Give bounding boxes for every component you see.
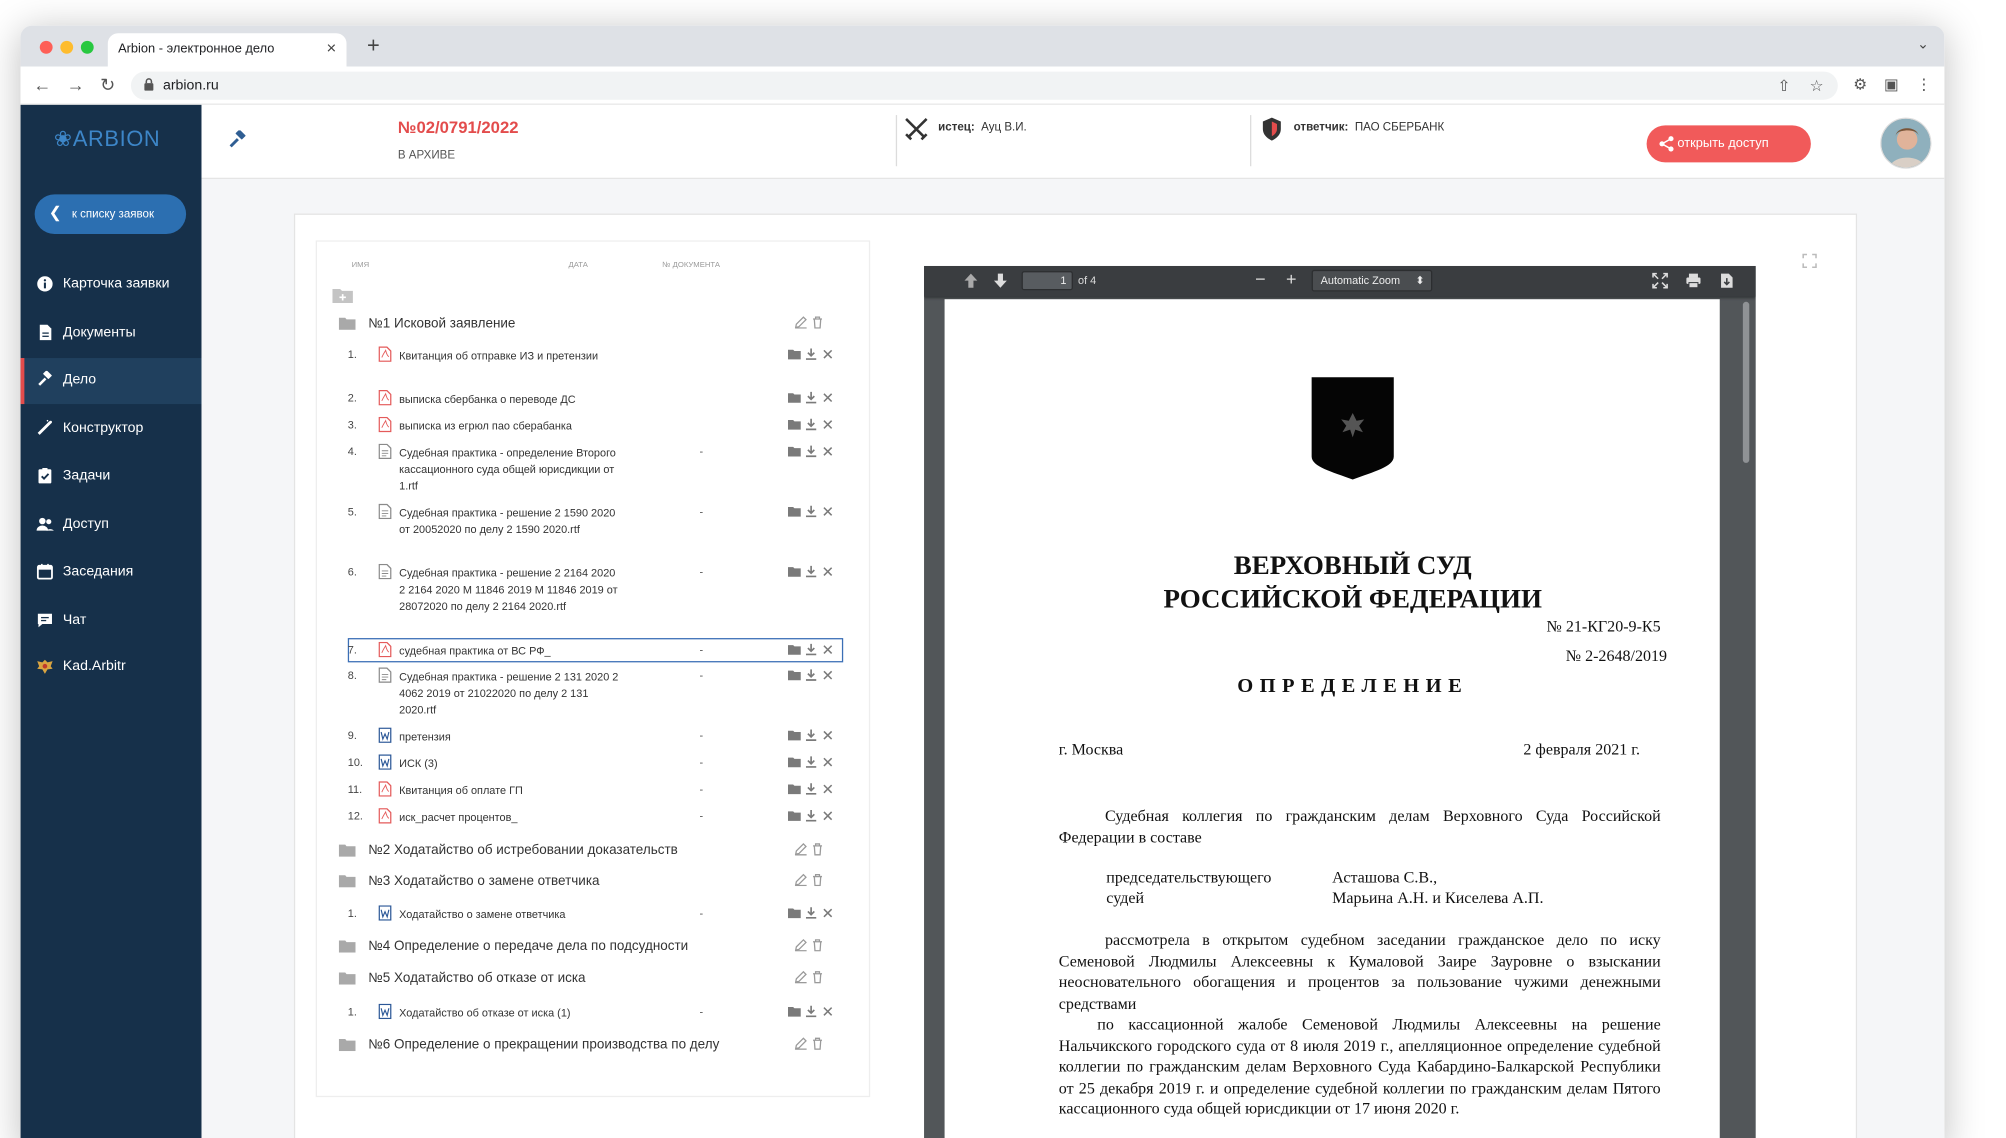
file-actions xyxy=(788,418,838,441)
defendant-label: ответчик: xyxy=(1293,120,1349,133)
close-icon[interactable] xyxy=(821,565,834,578)
file-number: 4. xyxy=(347,444,357,458)
pdf-file-icon xyxy=(379,390,392,405)
file-name[interactable]: Ходатайство об отказе от иска (1) xyxy=(399,1006,571,1020)
extensions-icon[interactable]: ⚙ xyxy=(1853,75,1868,94)
download-icon[interactable] xyxy=(805,729,818,742)
folder-label: №1 Исковой заявление xyxy=(368,315,516,332)
file-name[interactable]: Судебная практика - решение 2 1590 2020 от 20052020 по делу 2 1590 2020.rtf xyxy=(399,506,616,536)
tab-close-icon[interactable]: × xyxy=(326,38,337,58)
back-to-list-button[interactable] xyxy=(35,194,186,234)
column-header-doc-number[interactable]: № ДОКУМЕНТА xyxy=(662,262,721,270)
text-file-icon xyxy=(379,444,392,459)
file-date: - xyxy=(699,1005,704,1018)
sidebar-item-meetings[interactable] xyxy=(21,550,202,596)
trash-icon[interactable] xyxy=(811,316,824,329)
close-icon[interactable] xyxy=(821,505,834,518)
word-file-icon xyxy=(379,754,392,769)
folder-label: №5 Ходатайство об отказе от иска xyxy=(368,970,586,986)
forward-icon[interactable]: → xyxy=(66,74,85,95)
text-file-icon xyxy=(379,504,392,519)
download-icon[interactable] xyxy=(805,418,818,431)
sidebar-item-case[interactable] xyxy=(21,358,202,404)
file-number: 6. xyxy=(347,565,357,578)
file-number: 5. xyxy=(347,505,357,518)
crossed-swords-icon xyxy=(904,116,930,142)
file-number: 2. xyxy=(347,391,357,405)
document-date: 2 февраля 2021 г. xyxy=(1523,740,1641,759)
pdf-page xyxy=(945,299,1720,1138)
sidebar-item-label: Карточка заявки xyxy=(62,276,170,292)
reload-icon[interactable]: ↻ xyxy=(100,74,116,95)
eagle-emblem-icon xyxy=(36,657,54,675)
pdf-file-icon xyxy=(379,781,392,796)
judge-name-1: Асташова С.В., xyxy=(1332,868,1438,887)
column-header-date[interactable]: ДАТА xyxy=(568,262,588,270)
download-icon[interactable] xyxy=(805,907,818,920)
file-name[interactable]: Квитанция об отправке ИЗ и претензии xyxy=(399,349,599,362)
text-file-icon xyxy=(379,564,392,579)
download-icon[interactable] xyxy=(805,505,818,518)
close-icon[interactable] xyxy=(821,418,834,431)
case-status: В АРХИВЕ xyxy=(397,148,456,162)
folder-actions xyxy=(794,1037,827,1060)
plaintiff-info xyxy=(938,120,1027,133)
share-icon xyxy=(1658,136,1675,153)
file-actions xyxy=(788,809,838,832)
sidebar-item-chat[interactable] xyxy=(21,598,202,644)
tab-title: Arbion - электронное дело xyxy=(118,42,275,57)
case-number-2: № 2-2648/2019 xyxy=(1565,647,1668,665)
file-actions xyxy=(788,348,838,371)
close-icon[interactable] xyxy=(821,809,834,822)
close-icon[interactable] xyxy=(821,756,834,769)
bookmark-star-icon[interactable]: ☆ xyxy=(1809,76,1824,95)
download-icon[interactable] xyxy=(805,565,818,578)
folder-icon xyxy=(339,972,356,985)
sidebar-item-label: Конструктор xyxy=(62,420,144,437)
main-content xyxy=(201,179,1944,1138)
file-date: - xyxy=(699,809,704,823)
case-number: №02/0791/2022 xyxy=(397,117,519,137)
file-actions xyxy=(788,445,838,468)
back-to-list-label: к списку заявок xyxy=(71,207,155,220)
close-icon[interactable] xyxy=(821,348,834,361)
file-date: - xyxy=(699,668,704,682)
close-icon[interactable] xyxy=(821,643,834,656)
shield-icon xyxy=(1259,116,1285,142)
download-icon[interactable] xyxy=(805,783,818,796)
folder-actions xyxy=(794,971,827,994)
edit-pencil-icon[interactable] xyxy=(794,1037,807,1050)
folder-label: №2 Ходатайство об истребовании доказательств xyxy=(368,842,678,859)
sidebar-item-label: Доступ xyxy=(62,516,109,532)
download-icon[interactable] xyxy=(805,391,818,404)
edit-pencil-icon[interactable] xyxy=(794,843,807,856)
browser-tab[interactable] xyxy=(108,33,347,66)
file-number: 7. xyxy=(347,643,357,656)
file-date: - xyxy=(699,906,704,920)
move-to-folder-icon[interactable] xyxy=(788,445,801,458)
expand-icon[interactable] xyxy=(1802,253,1817,268)
file-number: 12. xyxy=(347,809,363,823)
print-icon[interactable] xyxy=(1685,272,1702,289)
file-actions xyxy=(788,756,838,779)
chat-icon xyxy=(36,611,54,629)
word-file-icon xyxy=(379,1004,392,1019)
file-number: 3. xyxy=(347,418,357,431)
next-page-icon[interactable] xyxy=(992,272,1009,289)
trash-icon[interactable] xyxy=(811,1037,824,1050)
download-icon[interactable] xyxy=(805,445,818,458)
maximize-window-button[interactable] xyxy=(81,41,94,54)
lock-icon xyxy=(144,78,154,91)
sidebar-item-label: Документы xyxy=(62,324,136,341)
coat-of-arms-image xyxy=(1309,375,1396,480)
close-icon[interactable] xyxy=(821,391,834,404)
document-paragraph: по кассационной жалобе Семеновой Людмилы Алексеевны на решение Нальчикского городского суда от 8 июля 2019 г., апелляционное определение судебной коллегии по гражданским делам Верховного Суда Кабардино-Балкарской Республики от 25 декабря 2019 г. и определение судебной коллегии по гражданским делам Пятого кассационного суда общей юрисдикции от 17 июня 2020 г. xyxy=(1058,1015,1661,1118)
file-date: - xyxy=(699,755,704,769)
folder-icon xyxy=(339,875,356,888)
folder-actions xyxy=(794,873,827,896)
calendar-icon xyxy=(36,563,54,581)
file-name[interactable]: ИСК (3) xyxy=(399,756,438,770)
download-icon[interactable] xyxy=(805,809,818,822)
pdf-file-icon xyxy=(379,417,392,432)
file-actions xyxy=(788,505,838,528)
document-paragraph: рассмотрела в открытом судебном заседании гражданское дело по иску Семеновой Людмилы Алексеевны к Кумаловой Заире Зауровне о взыскании неосновательного обогащения и процентов за пользование чужими денежными средствами xyxy=(1058,930,1661,1013)
sidebar-item-kad-arbitr[interactable] xyxy=(21,644,202,690)
folder-icon xyxy=(339,317,356,330)
folder-label: №6 Определение о прекращении производства по делу xyxy=(368,1037,720,1053)
file-name[interactable]: выписка из егрюл пао сберабанка xyxy=(399,419,572,433)
file-name[interactable]: выписка сбербанка о переводе ДС xyxy=(399,392,576,406)
file-number: 10. xyxy=(347,755,363,769)
logo-text: ARBION xyxy=(72,126,161,151)
trash-icon[interactable] xyxy=(811,873,824,886)
open-access-label: открыть доступ xyxy=(1677,136,1769,151)
move-to-folder-icon[interactable] xyxy=(788,729,801,742)
address-bar[interactable] xyxy=(131,72,1838,100)
user-photo-icon xyxy=(1881,119,1931,169)
zoom-value: Automatic Zoom xyxy=(1320,273,1401,287)
file-name[interactable]: Ходатайство о замене ответчика xyxy=(399,907,566,921)
app-sidebar xyxy=(21,105,202,1138)
document-city: г. Москва xyxy=(1058,740,1124,759)
case-number-1: № 21-КГ20-9-К5 xyxy=(1546,617,1661,636)
page-total: of 4 xyxy=(1078,273,1097,287)
file-actions xyxy=(788,643,838,666)
folder-actions xyxy=(794,939,827,962)
presentation-mode-icon[interactable] xyxy=(1652,272,1669,289)
zoom-caret: ⬍ xyxy=(1415,273,1425,287)
move-to-folder-icon[interactable] xyxy=(788,809,801,822)
edit-pencil-icon[interactable] xyxy=(794,971,807,984)
previous-page-icon[interactable] xyxy=(963,272,980,289)
browser-toolbar xyxy=(21,66,1945,104)
document-title: ОПРЕДЕЛЕНИЕ xyxy=(1237,675,1469,697)
document-icon xyxy=(36,324,54,342)
edit-pencil-icon[interactable] xyxy=(794,873,807,886)
menu-dots-icon[interactable]: ⋮ xyxy=(1916,75,1932,94)
court-name-line1: ВЕРХОВНЫЙ СУД xyxy=(1233,549,1472,581)
move-to-folder-icon[interactable] xyxy=(788,643,801,656)
pdf-toolbar xyxy=(924,266,1756,297)
close-icon[interactable] xyxy=(821,729,834,742)
move-to-folder-icon[interactable] xyxy=(788,1005,801,1018)
judge-role-1: председательствующего xyxy=(1106,868,1272,887)
task-check-icon xyxy=(36,467,54,485)
folder-icon xyxy=(339,1038,356,1051)
folder-label: №3 Ходатайство о замене ответчика xyxy=(368,873,600,889)
document-paragraph: Судебная коллегия по гражданским делам Верховного Суда Российской Федерации в составе xyxy=(1058,806,1661,846)
file-name[interactable]: Квитанция об оплате ГП xyxy=(399,783,523,797)
move-to-folder-icon[interactable] xyxy=(788,505,801,518)
sidebar-item-card[interactable] xyxy=(21,262,202,308)
gavel-icon xyxy=(36,371,54,389)
header-divider xyxy=(896,115,897,166)
move-to-folder-icon[interactable] xyxy=(788,391,801,404)
judge-name-2: Марьина А.Н. и Киселева А.П. xyxy=(1332,888,1544,907)
page-number-input[interactable]: 1 xyxy=(1022,271,1073,290)
folder-label: №4 Определение о передаче дела по подсудности xyxy=(368,938,689,954)
close-window-button[interactable] xyxy=(40,41,53,54)
case-card xyxy=(294,214,1857,1138)
file-actions xyxy=(788,391,838,414)
plaintiff-label: истец: xyxy=(938,120,975,133)
url-text: arbion.ru xyxy=(162,78,219,94)
gavel-icon xyxy=(227,130,248,150)
document-tree-panel xyxy=(316,240,870,1097)
file-name[interactable]: Судебная практика - определение Второго кассационного суда общей юрисдикции от 1.rtf xyxy=(399,446,616,493)
sidebar-item-documents[interactable] xyxy=(21,311,202,357)
download-icon[interactable] xyxy=(805,348,818,361)
file-actions xyxy=(788,565,838,588)
sidebar-item-label: Kad.Arbitr xyxy=(62,658,126,674)
file-actions xyxy=(788,669,838,692)
close-icon[interactable] xyxy=(821,783,834,796)
browser-tab-bar xyxy=(21,26,1945,67)
trash-icon[interactable] xyxy=(811,843,824,856)
file-date: - xyxy=(699,728,704,742)
file-name[interactable]: судебная практика от ВС РФ_ xyxy=(399,644,551,658)
file-number: 8. xyxy=(347,668,357,682)
file-name[interactable]: Судебная практика - решение 2 2164 2020 2 2164 2020 М 11846 2019 М 11846 2019 от 28072020 по делу 2 2164 2020.rtf xyxy=(399,566,618,613)
file-number: 1. xyxy=(347,347,357,361)
pdf-viewer xyxy=(924,266,1756,1138)
file-name[interactable]: иск_расчет процентов_ xyxy=(399,810,518,824)
sidebar-item-label: Задачи xyxy=(62,468,111,484)
close-icon[interactable] xyxy=(821,445,834,458)
move-to-folder-icon[interactable] xyxy=(788,783,801,796)
download-icon[interactable] xyxy=(805,643,818,656)
folder-actions xyxy=(794,316,827,339)
file-actions xyxy=(788,783,838,806)
new-tab-button[interactable]: + xyxy=(367,33,380,58)
header-divider xyxy=(1250,115,1251,166)
move-to-folder-icon[interactable] xyxy=(788,348,801,361)
file-actions xyxy=(788,729,838,752)
back-icon[interactable]: ← xyxy=(33,74,52,95)
file-number: 1. xyxy=(347,1005,357,1018)
sidebar-item-tasks[interactable] xyxy=(21,454,202,500)
file-name[interactable]: претензия xyxy=(399,730,451,743)
edit-pencil-icon[interactable] xyxy=(794,316,807,329)
open-access-button[interactable] xyxy=(1647,125,1811,162)
chevron-left-icon: ❮ xyxy=(48,203,62,222)
folder-actions xyxy=(794,843,827,866)
court-name-line2: РОССИЙСКОЙ ФЕДЕРАЦИИ xyxy=(1163,583,1542,614)
sidebar-item-label: Чат xyxy=(62,612,87,628)
zoom-select[interactable] xyxy=(1312,270,1433,292)
browser-window xyxy=(21,26,1945,1138)
file-actions xyxy=(788,907,838,930)
trash-icon[interactable] xyxy=(811,939,824,952)
trash-icon[interactable] xyxy=(811,971,824,984)
move-to-folder-icon[interactable] xyxy=(788,907,801,920)
plaintiff-name: Ауц В.И. xyxy=(981,120,1027,133)
file-number: 1. xyxy=(347,906,357,920)
close-icon[interactable] xyxy=(821,1005,834,1018)
pdf-file-icon xyxy=(379,808,392,823)
text-file-icon xyxy=(379,667,392,682)
file-date: - xyxy=(699,565,704,578)
word-file-icon xyxy=(379,728,392,743)
word-file-icon xyxy=(379,905,392,920)
close-icon[interactable] xyxy=(821,907,834,920)
folder-icon xyxy=(339,940,356,953)
judge-role-2: судей xyxy=(1106,888,1145,907)
add-folder-icon[interactable] xyxy=(332,288,353,303)
pdf-file-icon xyxy=(379,347,392,362)
magic-wand-icon xyxy=(36,419,54,437)
logo-mark-icon: ❀ xyxy=(53,126,73,151)
download-icon[interactable] xyxy=(805,669,818,682)
folder-icon xyxy=(339,844,356,857)
edit-pencil-icon[interactable] xyxy=(794,939,807,952)
file-number: 11. xyxy=(347,782,363,796)
minimize-window-button[interactable] xyxy=(60,41,73,54)
case-header xyxy=(201,105,1944,179)
share-icon[interactable]: ⇧ xyxy=(1777,76,1791,95)
file-date: - xyxy=(699,444,704,458)
arbion-logo[interactable] xyxy=(54,127,160,153)
file-date: - xyxy=(699,782,704,796)
file-date: - xyxy=(699,643,704,656)
zoom-out-button[interactable]: − xyxy=(1255,268,1266,289)
close-icon[interactable] xyxy=(821,669,834,682)
avatar[interactable] xyxy=(1880,118,1931,169)
file-actions xyxy=(788,1005,838,1028)
column-header-name[interactable]: ИМЯ xyxy=(351,262,370,270)
sidebar-item-label: Заседания xyxy=(62,563,134,580)
download-icon[interactable] xyxy=(805,756,818,769)
file-name[interactable]: Судебная практика - решение 2 131 2020 2 4062 2019 от 21022020 по делу 2 131 2020.rtf xyxy=(399,670,619,717)
zoom-in-button[interactable]: + xyxy=(1285,268,1297,289)
file-number: 9. xyxy=(347,728,357,742)
move-to-folder-icon[interactable] xyxy=(788,669,801,682)
sidebar-item-constructor[interactable] xyxy=(21,407,202,453)
defendant-info xyxy=(1294,120,1445,133)
file-date: - xyxy=(699,505,704,518)
pdf-file-icon xyxy=(379,642,392,657)
defendant-name: ПАО СБЕРБАНК xyxy=(1354,120,1445,133)
move-to-folder-icon[interactable] xyxy=(788,756,801,769)
sidebar-item-access[interactable] xyxy=(21,503,202,549)
side-panel-icon[interactable]: ▣ xyxy=(1884,75,1899,94)
users-icon xyxy=(36,515,54,533)
sidebar-item-label: Дело xyxy=(62,372,97,388)
download-icon[interactable] xyxy=(1718,272,1735,289)
download-icon[interactable] xyxy=(805,1005,818,1018)
pdf-scrollbar[interactable] xyxy=(1743,302,1749,463)
move-to-folder-icon[interactable] xyxy=(788,418,801,431)
tab-search-icon[interactable]: ⌄ xyxy=(1917,37,1929,53)
info-icon xyxy=(36,275,54,293)
move-to-folder-icon[interactable] xyxy=(788,565,801,578)
